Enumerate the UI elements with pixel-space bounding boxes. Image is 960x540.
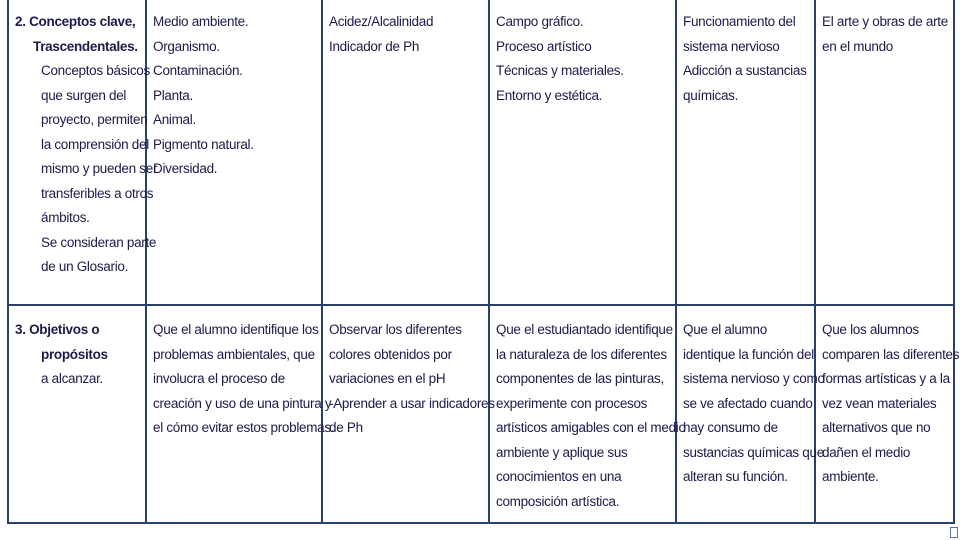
- row-header-desc-line: a alcanzar.: [41, 371, 103, 386]
- row-header-concepts: [8, 0, 158, 305]
- table-row: [8, 0, 954, 305]
- cell-line: vez vean materiales: [822, 395, 937, 411]
- row-header-desc-line: proyecto, permiten: [41, 112, 148, 127]
- cell-world-art-concepts: [815, 0, 954, 305]
- cell-line: Medio ambiente.: [153, 14, 249, 29]
- cell-line: Entorno y estética.: [496, 87, 603, 103]
- cell-line: de Ph: [329, 420, 363, 435]
- cell-line: sustancias químicas que: [683, 444, 824, 460]
- cell-line: en el mundo: [822, 38, 894, 54]
- row-header-title: 2. Conceptos clave,: [15, 14, 136, 29]
- cell-line: Indicador de Ph: [329, 38, 420, 54]
- row-header-desc-line: de un Glosario.: [41, 259, 129, 274]
- table-row: [8, 305, 954, 523]
- row-header-subtitle: propósitos: [41, 346, 108, 362]
- cell-line: colores obtenidos por: [329, 346, 452, 362]
- cell-line: Observar los diferentes: [329, 322, 462, 337]
- row-header-desc-line: mismo y pueden ser: [41, 161, 158, 176]
- cell-line: sistema nervioso y como: [683, 371, 825, 386]
- row-header-desc-line: Se consideran parte: [41, 234, 157, 250]
- row-header-desc-line: que surgen del: [41, 87, 127, 103]
- cell-line: identique la función del: [683, 346, 814, 362]
- cell-line: Que el estudiantado identifique: [496, 322, 673, 337]
- cell-line: formas artísticas y a la: [822, 371, 950, 386]
- cell-line: Acidez/Alcalinidad: [329, 14, 434, 29]
- cell-line: Campo gráfico.: [496, 14, 584, 29]
- cell-line: involucra el proceso de: [153, 371, 285, 386]
- cell-line: se ve afectado cuando: [683, 395, 813, 411]
- cell-line: Que el alumno: [683, 322, 767, 337]
- cell-environment-concepts: [146, 0, 322, 305]
- cell-line: ambiente y aplique sus: [496, 444, 628, 460]
- cell-line: experimente con procesos: [496, 395, 648, 411]
- cell-line: composición artística.: [496, 493, 620, 509]
- row-header-desc-line: la comprensión del: [41, 136, 149, 152]
- row-header-objectives: [8, 305, 146, 523]
- cell-line: Planta.: [153, 87, 193, 103]
- cell-line: químicas.: [683, 87, 739, 103]
- cell-line: conocimientos en una: [496, 469, 622, 484]
- cell-line: Pigmento natural.: [153, 136, 254, 152]
- row-header-desc-line: Conceptos básicos: [41, 63, 150, 78]
- cell-line: Que el alumno identifique los: [153, 322, 319, 337]
- cell-biology-concepts: [676, 0, 815, 305]
- cell-art-objectives: [489, 305, 686, 523]
- cell-line: problemas ambientales, que: [153, 346, 315, 362]
- cell-line: Que los alumnos: [822, 322, 919, 337]
- cell-environment-objectives: [146, 305, 335, 523]
- cell-line: alternativos que no: [822, 420, 931, 435]
- cell-line: Diversidad.: [153, 161, 218, 176]
- cell-line: artísticos amigables con el medio: [496, 420, 686, 435]
- cell-line: sistema nervioso: [683, 38, 780, 54]
- cell-art-concepts: [489, 0, 676, 305]
- cell-chemistry-concepts: [322, 0, 489, 305]
- row-header-title: 3. Objetivos o: [15, 322, 100, 337]
- cell-line: hay consumo de: [683, 420, 778, 435]
- cell-chemistry-objectives: [322, 305, 495, 523]
- cell-line: -Aprender a usar indicadores: [329, 395, 495, 411]
- curriculum-table: [7, 0, 960, 524]
- cell-line: Animal.: [153, 112, 196, 127]
- cell-line: Proceso artístico: [496, 38, 592, 54]
- cell-line: creación y uso de una pintura y: [153, 395, 332, 411]
- cell-line: Adicción a sustancias: [683, 63, 807, 78]
- row-header-desc-line: ámbitos.: [41, 210, 90, 225]
- cell-line: alteran su función.: [683, 469, 788, 484]
- cell-world-art-objectives: [815, 305, 960, 523]
- cell-line: la naturaleza de los diferentes: [496, 346, 667, 362]
- cell-line: variaciones en el pH: [329, 371, 446, 386]
- row-header-subtitle: Trascendentales.: [33, 38, 138, 54]
- page-corner-icon: [950, 527, 958, 538]
- cell-line: el cómo evitar estos problemas.: [153, 420, 335, 435]
- cell-line: componentes de las pinturas,: [496, 371, 664, 386]
- row-header-desc-line: transferibles a otros: [41, 185, 154, 201]
- cell-line: Técnicas y materiales.: [496, 63, 624, 78]
- cell-line: ambiente.: [822, 469, 879, 484]
- cell-line: dañen el medio: [822, 444, 911, 460]
- cell-biology-objectives: [676, 305, 825, 523]
- cell-line: Funcionamiento del: [683, 14, 796, 29]
- cell-line: comparen las diferentes: [822, 346, 960, 362]
- cell-line: Contaminación.: [153, 63, 243, 78]
- cell-line: Organismo.: [153, 38, 220, 54]
- cell-line: El arte y obras de arte: [822, 14, 948, 29]
